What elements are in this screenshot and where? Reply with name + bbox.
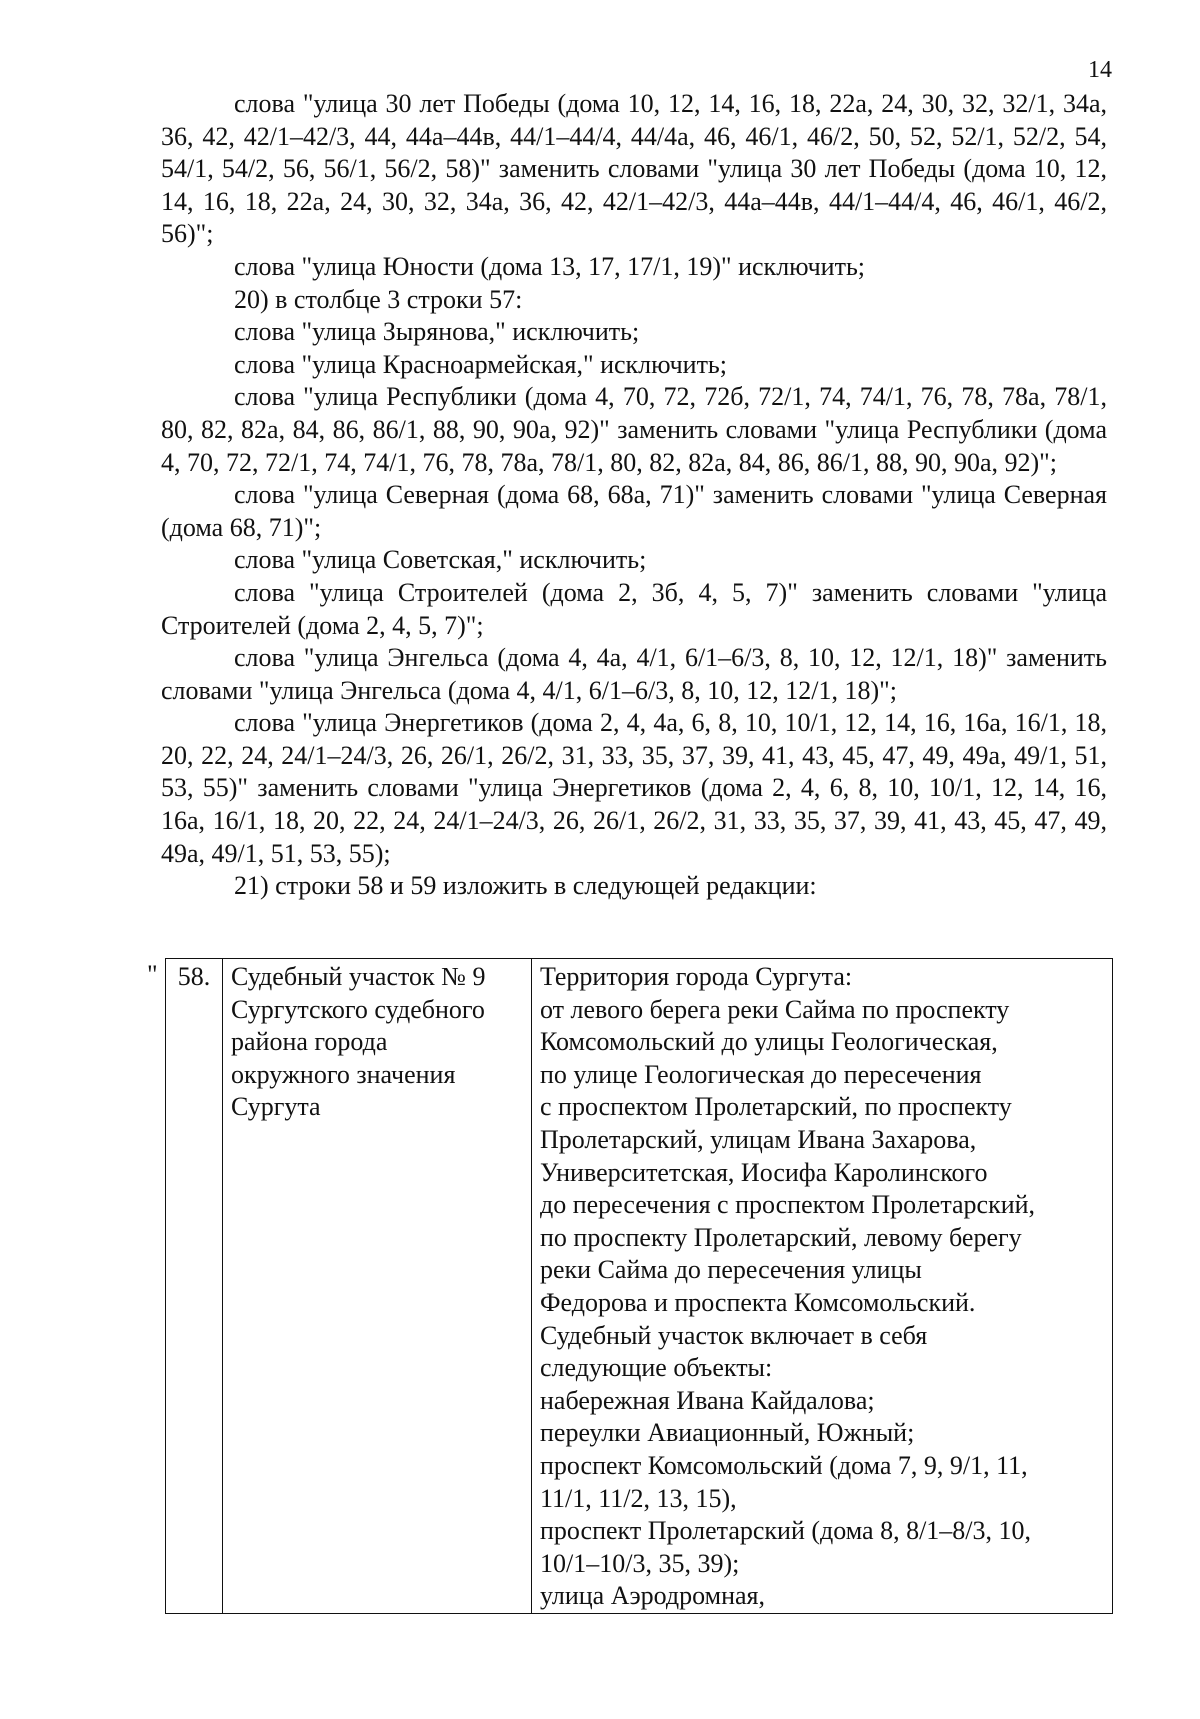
row-number: 58. — [166, 959, 223, 1614]
territory-line: Федорова и проспекта Комсомольский. — [540, 1287, 976, 1317]
table-row — [166, 959, 1113, 1614]
territory-line: Территория города Сургута: — [540, 962, 853, 991]
court-district-table — [165, 958, 1113, 1614]
paragraph: слова "улица Республики (дома 4, 70, 72, 72б, 72/1, 74, 74/1, 76, 78, 78а, 78/1, 80, 82, 82а, 84, 86, 86/1, 88, 90, 90а, 92)" заменить словами "улица Республики (дома 4, 70, 72, 72/1, 74, 74/1, 76, 78, 78а, 78/1, 80, 82, 82а, 84, 86, 86/1, 88, 90, 90а, 92)"; — [161, 382, 1107, 477]
territory-line: следующие объекты: — [540, 1353, 773, 1383]
territory-line: переулки Авиационный, Южный; — [540, 1418, 915, 1448]
territory-line: Университетская, Иосифа Каролинского — [540, 1157, 988, 1187]
court-name-cell — [223, 959, 532, 1614]
territory-line: реки Сайма до пересечения улицы — [540, 1255, 922, 1285]
territory-line: Судебный участок включает в себя — [540, 1320, 928, 1350]
court-line: Сургута — [231, 1092, 321, 1122]
court-line: района города — [231, 1027, 388, 1057]
table-open-quote: " — [147, 960, 158, 989]
paragraph: слова "улица Юности (дома 13, 17, 17/1, 19)" исключить; — [234, 251, 866, 281]
territory-line: до пересечения с проспектом Пролетарский, — [540, 1190, 1036, 1220]
paragraph: слова "улица Красноармейская," исключить; — [234, 349, 728, 379]
court-line: Судебный участок № 9 — [231, 962, 486, 991]
paragraph: слова "улица 30 лет Победы (дома 10, 12, 14, 16, 18, 22а, 24, 30, 32, 32/1, 34а, 36, 42, 42/1–42/3, 44, 44а–44в, 44/1–44/4, 44/4а, 46, 46/1, 46/2, 50, 52, 52/1, 52/2, 54, 54/1, 54/2, 56, 56/1, 56/2, 58)" заменить словами "улица 30 лет Победы (дома 10, 12, 14, 16, 18, 22а, 24, 30, 32, 34а, 36, 42, 42/1–42/3, 44а–44в, 44/1–44/4, 46, 46/1, 46/2, 56)"; — [161, 89, 1107, 249]
paragraph: слова "улица Зырянова," исключить; — [234, 317, 640, 347]
amendment-text — [161, 88, 1107, 903]
paragraph: слова "улица Строителей (дома 2, 3б, 4, 5, 7)" заменить словами "улица Строителей (дома 2, 4, 5, 7)"; — [161, 577, 1107, 640]
paragraph: 20) в столбце 3 строки 57: — [234, 284, 523, 314]
territory-line: 10/1–10/3, 35, 39); — [540, 1548, 740, 1578]
court-line: Сургутского судебного — [231, 994, 485, 1024]
territory-line: проспект Пролетарский (дома 8, 8/1–8/3, 10, — [540, 1516, 1032, 1546]
territory-line: набережная Ивана Кайдалова; — [540, 1385, 875, 1415]
territory-line: Пролетарский, улицам Ивана Захарова, — [540, 1124, 977, 1154]
territory-line: Комсомольский до улицы Геологическая, — [540, 1027, 998, 1057]
paragraph: слова "улица Энергетиков (дома 2, 4, 4а, 6, 8, 10, 10/1, 12, 14, 16, 16а, 16/1, 18, 20, 22, 24, 24/1–24/3, 26, 26/1, 26/2, 31, 33, 35, 37, 39, 41, 43, 45, 47, 49, 49а, 49/1, 51, 53, 55)" заменить словами "улица Энергетиков (дома 2, 4, 6, 8, 10, 10/1, 12, 14, 16, 16а, 16/1, 18, 20, 22, 24, 24/1–24/3, 26, 26/1, 26/2, 31, 33, 35, 37, 39, 41, 43, 45, 47, 49, 49а, 49/1, 51, 53, 55); — [161, 708, 1107, 868]
territory-line: улица Аэродромная, — [540, 1581, 765, 1611]
territory-line: 11/1, 11/2, 13, 15), — [540, 1483, 737, 1513]
paragraph: 21) строки 58 и 59 изложить в следующей редакции: — [234, 871, 817, 901]
territory-line: с проспектом Пролетарский, по проспекту — [540, 1092, 1012, 1122]
territory-cell — [532, 959, 1113, 1614]
paragraph: слова "улица Советская," исключить; — [234, 545, 647, 575]
territory-line: проспект Комсомольский (дома 7, 9, 9/1, 11, — [540, 1450, 1028, 1480]
territory-line: по проспекту Пролетарский, левому берегу — [540, 1222, 1022, 1252]
territory-line: по улице Геологическая до пересечения — [540, 1059, 982, 1089]
paragraph: слова "улица Энгельса (дома 4, 4а, 4/1, 6/1–6/3, 8, 10, 12, 12/1, 18)" заменить словами "улица Энгельса (дома 4, 4/1, 6/1–6/3, 8, 10, 12, 12/1, 18)"; — [161, 643, 1107, 705]
territory-line: от левого берега реки Сайма по проспекту — [540, 994, 1010, 1024]
page-number: 14 — [1088, 57, 1112, 83]
court-line: окружного значения — [231, 1059, 456, 1089]
paragraph: слова "улица Северная (дома 68, 68а, 71)" заменить словами "улица Северная (дома 68, 71)"; — [161, 480, 1107, 542]
